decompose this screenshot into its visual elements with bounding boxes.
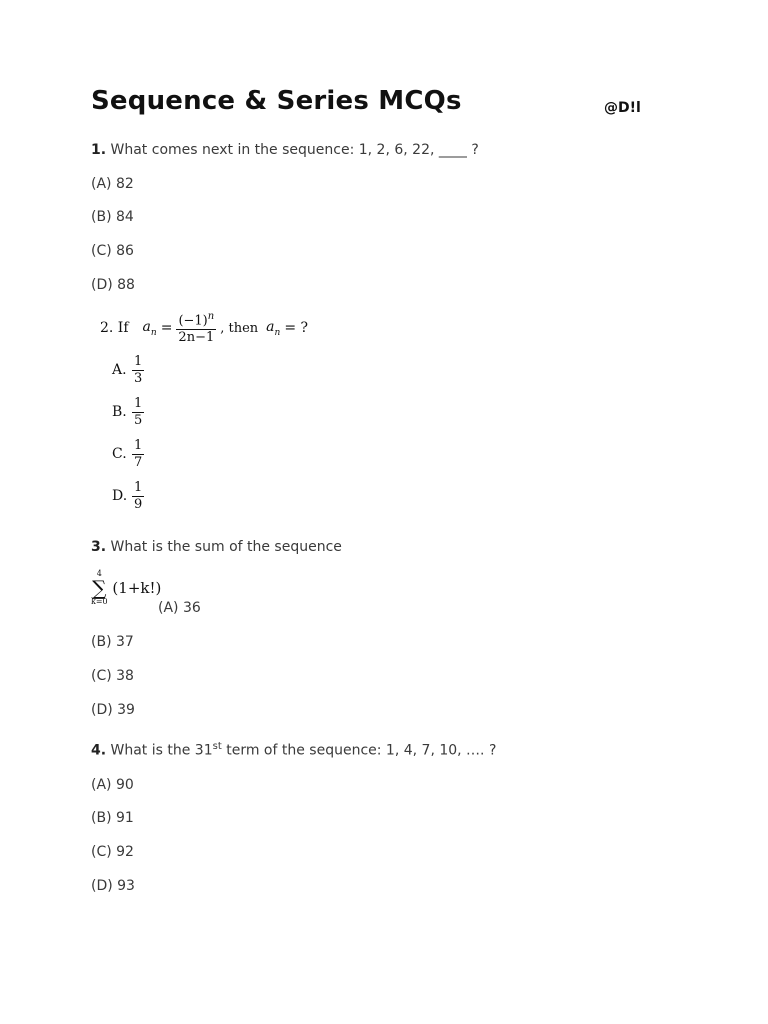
ordinal-suffix: st	[212, 741, 222, 752]
option-denominator: 9	[134, 496, 143, 512]
q3-option-b: (B) 37	[91, 634, 134, 650]
sigma-icon: ∑	[92, 576, 107, 600]
question-2	[100, 312, 308, 345]
q2-option-d	[112, 481, 144, 511]
q3-option-d: (D) 39	[91, 702, 135, 718]
q1-option-d: (D) 88	[91, 277, 135, 293]
equals-sign: =	[160, 320, 173, 337]
q4-option-c: (C) 92	[91, 844, 134, 860]
q1-option-a: (A) 82	[91, 176, 134, 192]
option-label: C.	[112, 446, 127, 463]
variable-subscript-2: n	[274, 327, 281, 338]
question-3	[91, 538, 342, 556]
page-title: Sequence & Series MCQs	[91, 86, 462, 116]
summation-formula	[91, 570, 161, 606]
option-label: A.	[112, 362, 127, 379]
option-denominator: 3	[134, 370, 143, 386]
fraction-numerator: (−1)	[178, 313, 208, 329]
q3-option-c: (C) 38	[91, 668, 134, 684]
option-fraction	[132, 397, 144, 427]
sum-upper-limit: 4	[96, 569, 102, 578]
option-label: D.	[112, 488, 128, 505]
sequence-variable: a	[142, 318, 151, 335]
option-numerator: 1	[134, 396, 143, 411]
question-number: 4.	[91, 742, 107, 759]
q3-option-a: (A) 36	[158, 600, 201, 616]
option-fraction	[132, 355, 144, 385]
q2-option-a	[112, 355, 144, 385]
question-4	[91, 738, 496, 760]
q1-option-c: (C) 86	[91, 243, 134, 259]
option-numerator: 1	[134, 438, 143, 453]
numerator-exponent: n	[207, 311, 215, 322]
question-number: 3.	[91, 539, 107, 555]
option-numerator: 1	[134, 354, 143, 369]
sequence-variable-2: a	[266, 318, 275, 335]
question-text: What comes next in the sequence: 1, 2, 6, 22, ____ ?	[110, 142, 479, 158]
q4-option-a: (A) 90	[91, 777, 134, 793]
q1-option-b: (B) 84	[91, 209, 134, 225]
sum-body: (1+k!)	[112, 579, 162, 597]
equals-question: = ?	[284, 320, 309, 337]
question-text: What is the sum of the sequence	[110, 539, 342, 555]
sum-lower-limit: k=0	[91, 597, 108, 606]
question-prefix: 2. If	[100, 320, 129, 337]
question-text-end: term of the sequence: 1, 4, 7, 10, …. ?	[221, 742, 497, 759]
option-denominator: 5	[134, 412, 143, 428]
variable-subscript: n	[150, 327, 157, 338]
question-number: 1.	[91, 142, 107, 158]
question-text-start: What is the 31	[110, 742, 213, 759]
q2-option-c	[112, 439, 144, 469]
then-text: , then	[220, 320, 259, 336]
option-label: B.	[112, 404, 127, 421]
author-handle: @D!l	[604, 100, 641, 116]
q4-option-d: (D) 93	[91, 878, 135, 894]
formula-fraction	[176, 312, 216, 345]
q4-option-b: (B) 91	[91, 810, 134, 826]
option-fraction	[132, 481, 144, 511]
sigma-symbol-group	[91, 570, 108, 606]
option-denominator: 7	[134, 454, 143, 470]
option-numerator: 1	[134, 480, 143, 495]
fraction-denominator: 2n−1	[178, 329, 215, 345]
q2-option-b	[112, 397, 144, 427]
question-1	[91, 141, 479, 159]
option-fraction	[132, 439, 144, 469]
